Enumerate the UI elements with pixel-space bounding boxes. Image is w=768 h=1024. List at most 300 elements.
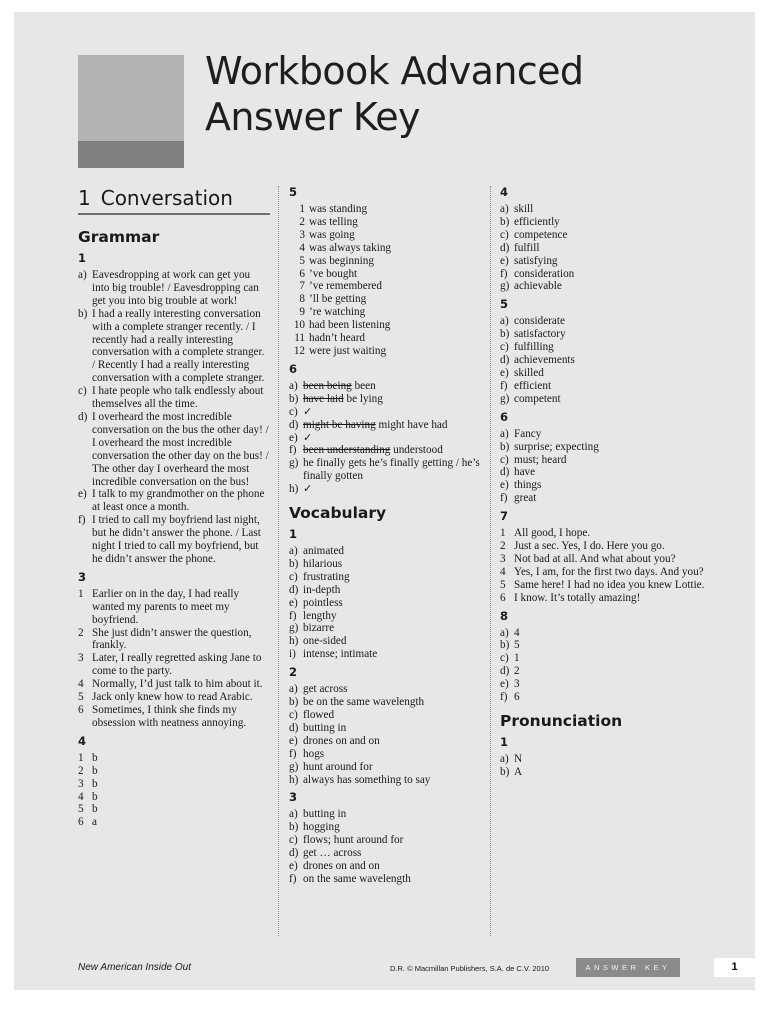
exercise-number: 1	[500, 735, 509, 749]
answer-item	[289, 748, 489, 761]
answer-item	[78, 803, 270, 816]
answer-text: hunt around for	[303, 760, 373, 773]
struck-answer: have laid	[303, 392, 344, 405]
answer-key: 7	[299, 280, 305, 293]
answer-key: 1	[78, 751, 84, 764]
answer-text-wrap	[514, 428, 541, 441]
answer-text: frustrating	[303, 570, 350, 583]
answer-item	[289, 293, 489, 306]
answer-text-wrap	[514, 492, 536, 505]
check-mark-icon: ✓	[303, 482, 313, 496]
answer-key: 6	[78, 704, 84, 716]
answer-list	[289, 683, 489, 786]
answer-key: a)	[78, 269, 87, 281]
answer-key: 5	[299, 254, 305, 267]
column-divider	[490, 186, 491, 936]
answer-text: I talk to my grandmother on the phone at least once a month.	[92, 488, 265, 514]
answer-key: 3	[78, 777, 84, 790]
answer-text-wrap	[309, 280, 382, 293]
answer-item	[289, 873, 489, 886]
answer-text: satisfying	[514, 254, 558, 267]
answer-key: 6	[500, 591, 506, 604]
answer-key: d)	[78, 410, 88, 423]
answer-text-wrap	[514, 216, 560, 229]
answer-key: 3	[299, 228, 305, 241]
answer-key: d)	[289, 721, 299, 734]
answer-item	[78, 678, 270, 691]
answer-text-wrap	[92, 691, 253, 704]
answer-item	[500, 393, 710, 406]
answer-item	[78, 752, 270, 765]
answer-key: 4	[78, 678, 84, 691]
answer-key: f)	[289, 747, 297, 760]
answer-key: g)	[500, 392, 510, 405]
answer-text-wrap	[303, 584, 340, 597]
answer-text: were just waiting	[309, 344, 387, 357]
answer-key: h)	[289, 773, 299, 786]
answer-key: a)	[500, 753, 509, 765]
answer-key: a)	[289, 683, 298, 696]
answer-key: b)	[289, 821, 299, 834]
answer-key: d)	[289, 583, 299, 596]
answer-text-wrap	[92, 678, 262, 691]
answer-text-wrap	[309, 345, 386, 358]
struck-answer: been understanding	[303, 444, 391, 457]
answer-key: 1	[500, 527, 506, 540]
answer-text-wrap	[514, 678, 520, 691]
answer-text-wrap	[514, 354, 575, 367]
unit-name: Conversation	[100, 186, 233, 210]
answer-text-wrap	[309, 255, 374, 268]
answer-item	[289, 280, 489, 293]
answer-text: been	[354, 379, 376, 392]
answer-text: flowed	[303, 709, 335, 721]
answer-item	[289, 847, 489, 860]
answer-key: f)	[289, 444, 297, 457]
answer-key: g)	[289, 457, 299, 470]
answer-text-wrap	[514, 454, 567, 467]
answer-text: hilarious	[303, 557, 343, 570]
answer-text-wrap	[303, 635, 347, 648]
answer-text-wrap	[514, 367, 544, 380]
answer-item	[500, 203, 710, 216]
answer-text: bizarre	[303, 622, 335, 635]
answer-item	[289, 635, 489, 648]
answer-text: get across	[303, 683, 348, 696]
exercise-number: 3	[78, 569, 87, 584]
answer-text-wrap	[514, 229, 567, 242]
answer-item	[289, 597, 489, 610]
answer-text-wrap	[514, 553, 676, 566]
struck-answer: been being	[303, 379, 352, 392]
answer-item	[78, 816, 270, 829]
answer-item	[289, 380, 489, 393]
exercise-number: 2	[289, 665, 298, 680]
exercise-number: 6	[500, 409, 509, 424]
answer-text-wrap	[92, 704, 270, 730]
answer-text: butting in	[303, 721, 347, 734]
answer-text: b	[92, 751, 98, 764]
answer-item	[500, 627, 710, 640]
answer-text: was going	[309, 228, 355, 241]
answer-text-wrap	[92, 269, 270, 308]
decorative-block-dark	[78, 141, 184, 168]
answer-key: 4	[78, 790, 84, 803]
answer-text: on the same wavelength	[303, 872, 411, 885]
answer-item	[289, 860, 489, 873]
answer-item	[500, 341, 710, 354]
answer-key: 2	[78, 764, 84, 777]
answer-item	[289, 242, 489, 255]
answer-item	[289, 696, 489, 709]
answer-text: b	[92, 764, 98, 777]
answer-item	[500, 540, 710, 553]
unit-number: 1	[78, 186, 91, 210]
answer-item	[78, 385, 270, 411]
answer-text-wrap	[303, 597, 343, 610]
answer-item	[78, 691, 270, 704]
answer-item	[289, 345, 489, 358]
answer-key: 1	[299, 203, 305, 215]
answer-key: 3	[78, 652, 84, 665]
answer-item	[289, 545, 489, 558]
answer-text-wrap	[514, 566, 704, 579]
answer-text: always has something to say	[303, 773, 431, 786]
answer-item	[289, 432, 489, 445]
answer-text: drones on and on	[303, 734, 380, 747]
answer-text-wrap	[514, 540, 665, 553]
answer-item	[500, 492, 710, 505]
answer-text-wrap	[92, 765, 98, 778]
answer-text-wrap	[514, 753, 522, 766]
answer-text-wrap	[303, 444, 443, 457]
answer-text-wrap	[303, 393, 383, 406]
answer-item	[289, 709, 489, 722]
answer-key: h)	[289, 483, 299, 496]
answer-key: c)	[500, 453, 509, 466]
answer-key: d)	[500, 354, 510, 367]
answer-text-wrap	[303, 648, 377, 661]
answer-key: b)	[78, 307, 88, 320]
answer-key: a)	[289, 545, 298, 558]
answer-item	[500, 592, 710, 605]
answer-key: f)	[289, 872, 297, 885]
answer-text-wrap	[309, 293, 366, 306]
answer-text: All good, I hope.	[514, 527, 591, 540]
answer-item	[500, 652, 710, 665]
answer-list	[500, 753, 710, 779]
answer-item	[289, 571, 489, 584]
answer-text-wrap	[303, 860, 380, 873]
answer-text: skilled	[514, 366, 544, 379]
answer-key: a)	[289, 379, 298, 392]
answer-key: 4	[500, 565, 506, 578]
answer-key: 11	[294, 332, 305, 345]
answer-item	[500, 441, 710, 454]
answer-key: 5	[500, 578, 506, 591]
answer-item	[78, 778, 270, 791]
answer-text: A	[514, 765, 523, 778]
answer-text-wrap	[303, 821, 340, 834]
answer-text-wrap	[92, 488, 270, 514]
answer-text-wrap	[303, 696, 424, 709]
section-heading-pronunciation: Pronunciation	[500, 712, 623, 730]
answer-text-wrap	[303, 432, 312, 445]
answer-key: e)	[289, 734, 298, 747]
answer-item	[289, 821, 489, 834]
answer-item	[500, 753, 710, 766]
footer-copyright: D.R. © Macmillan Publishers, S.A. de C.V. 2010	[390, 964, 550, 973]
answer-text: Fancy	[514, 427, 542, 440]
answer-key: e)	[500, 366, 509, 379]
answer-text-wrap	[514, 479, 541, 492]
answer-text: I tried to call my boyfriend last night, but he didn’t answer the phone. / Last night I tried to call my boyfriend, but he didn’t answer the phone.	[92, 514, 261, 565]
answer-text: drones on and on	[303, 860, 380, 873]
answer-text-wrap	[303, 774, 430, 787]
answer-key: c)	[289, 834, 298, 847]
answer-item	[289, 255, 489, 268]
answer-text-wrap	[309, 242, 391, 255]
answer-item	[500, 367, 710, 380]
answer-text-wrap	[303, 808, 346, 821]
answer-text: Yes, I am, for the first two days. And you?	[514, 565, 704, 578]
answer-item	[500, 553, 710, 566]
answer-text-wrap	[92, 652, 270, 678]
answer-key: 6	[78, 816, 84, 829]
answer-text: animated	[303, 545, 345, 558]
answer-item	[289, 419, 489, 432]
answer-key: 5	[78, 803, 84, 816]
footer-publication: New American Inside Out	[78, 962, 192, 973]
answer-item	[289, 584, 489, 597]
answer-key: d)	[500, 665, 510, 678]
answer-item	[289, 406, 489, 419]
answer-key: 12	[293, 344, 305, 357]
column-1	[78, 186, 270, 829]
answer-key: h)	[289, 635, 299, 648]
answer-text: in-depth	[303, 583, 341, 596]
column-3	[500, 186, 710, 779]
answer-text: b	[92, 803, 98, 816]
answer-key: f)	[78, 514, 86, 527]
answer-text: fulfilling	[514, 341, 554, 354]
answer-item	[500, 566, 710, 579]
title-line-2: Answer Key	[205, 95, 420, 139]
answer-item	[289, 216, 489, 229]
answer-text-wrap	[514, 441, 599, 454]
check-mark-icon: ✓	[303, 404, 313, 418]
answer-text-wrap	[303, 558, 342, 571]
answer-text-wrap	[514, 665, 520, 678]
answer-text-wrap	[303, 735, 380, 748]
answer-text: things	[514, 479, 542, 492]
answer-list	[78, 269, 270, 566]
answer-text: ’re watching	[309, 306, 366, 319]
answer-item	[289, 203, 489, 216]
answer-text: was beginning	[309, 254, 374, 267]
answer-text-wrap	[514, 393, 561, 406]
answer-key: 9	[299, 306, 305, 319]
answer-text: might have had	[378, 418, 448, 431]
answer-text-wrap	[514, 255, 558, 268]
answer-text: be on the same wavelength	[303, 696, 425, 709]
answer-text: Normally, I’d just talk to him about it.	[92, 678, 263, 691]
answer-item	[500, 766, 710, 779]
answer-key: 5	[78, 691, 84, 704]
answer-item	[500, 328, 710, 341]
answer-text-wrap	[514, 466, 535, 479]
answer-key: f)	[500, 492, 508, 505]
answer-item	[500, 315, 710, 328]
answer-item	[500, 428, 710, 441]
answer-list	[78, 588, 270, 730]
answer-key: e)	[289, 860, 298, 873]
answer-key: a)	[500, 626, 509, 639]
answer-key: c)	[500, 228, 509, 241]
answer-text-wrap	[309, 332, 365, 345]
answer-text: a	[92, 816, 97, 829]
answer-text: had been listening	[309, 319, 391, 332]
answer-list	[500, 527, 710, 604]
answer-key: b)	[500, 328, 510, 341]
answer-text: pointless	[303, 596, 343, 609]
answer-key: e)	[500, 479, 509, 492]
exercise-number: 3	[289, 790, 298, 805]
answer-text: achievable	[514, 280, 562, 293]
answer-key: b)	[500, 215, 510, 228]
answer-key: d)	[500, 241, 510, 254]
answer-item	[289, 319, 489, 332]
answer-key: 3	[500, 552, 506, 565]
answer-text: intense; intimate	[303, 648, 378, 661]
answer-item	[78, 791, 270, 804]
answer-text-wrap	[92, 791, 98, 804]
answer-key: 6	[299, 267, 305, 280]
answer-text-wrap	[514, 268, 574, 281]
answer-text: ’ve bought	[309, 267, 358, 280]
answer-text: considerate	[514, 315, 565, 328]
answer-key: b)	[500, 639, 510, 652]
column-divider	[278, 186, 279, 936]
answer-key: g)	[289, 760, 299, 773]
answer-text-wrap	[514, 639, 520, 652]
answer-item	[500, 527, 710, 540]
answer-text: 2	[514, 665, 520, 678]
answer-text-wrap	[303, 406, 312, 419]
answer-text-wrap	[303, 847, 361, 860]
answer-item	[78, 652, 270, 678]
answer-key: b)	[500, 440, 510, 453]
answer-item	[289, 457, 489, 483]
answer-text: great	[514, 492, 537, 505]
answer-item	[289, 683, 489, 696]
answer-text-wrap	[514, 242, 539, 255]
answer-list	[289, 380, 489, 496]
answer-item	[500, 242, 710, 255]
answer-text-wrap	[92, 803, 98, 816]
answer-item	[500, 280, 710, 293]
check-mark-icon: ✓	[303, 430, 313, 444]
answer-item	[78, 269, 270, 308]
answer-text: Sometimes, I think she finds my obsession with neatness annoying.	[92, 704, 247, 729]
answer-key: b)	[500, 765, 510, 778]
answer-text-wrap	[303, 571, 350, 584]
answer-key: 8	[299, 293, 305, 306]
answer-item	[500, 665, 710, 678]
answer-text: butting in	[303, 808, 347, 821]
answer-item	[500, 479, 710, 492]
answer-key: c)	[289, 709, 298, 721]
answer-item	[289, 648, 489, 661]
answer-text: efficiently	[514, 215, 560, 228]
answer-text-wrap	[303, 457, 489, 483]
answer-item	[289, 558, 489, 571]
unit-heading	[78, 186, 270, 215]
answer-text-wrap	[309, 203, 367, 216]
answer-item	[500, 255, 710, 268]
answer-item	[78, 308, 270, 385]
answer-text: he finally gets he’s finally getting / he’s finally gotten	[303, 457, 480, 483]
answer-key: b)	[289, 557, 299, 570]
answer-key: d)	[289, 847, 299, 860]
answer-item	[500, 454, 710, 467]
answer-text-wrap	[303, 709, 334, 722]
answer-key: 1	[78, 587, 84, 600]
answer-item	[78, 704, 270, 730]
answer-item	[289, 306, 489, 319]
answer-key: f)	[500, 379, 508, 392]
answer-item	[289, 393, 489, 406]
struck-answer: might be having	[303, 418, 376, 431]
answer-item	[78, 411, 270, 488]
answer-item	[289, 483, 489, 496]
answer-text-wrap	[303, 610, 337, 623]
answer-text: She just didn’t answer the question, frankly.	[92, 626, 252, 652]
title-line-1: Workbook Advanced	[205, 49, 584, 93]
answer-item	[289, 774, 489, 787]
answer-text: one-sided	[303, 635, 347, 648]
exercise-number: 6	[289, 361, 298, 376]
answer-text: 1	[514, 652, 520, 665]
answer-text-wrap	[303, 622, 334, 635]
answer-item	[289, 444, 489, 457]
answer-item	[78, 514, 270, 566]
answer-text-wrap	[92, 411, 270, 488]
answer-item	[289, 834, 489, 847]
answer-text: b	[92, 790, 98, 803]
answer-text-wrap	[92, 627, 270, 653]
answer-text: have	[514, 466, 536, 479]
answer-text-wrap	[303, 545, 344, 558]
answer-item	[78, 488, 270, 514]
answer-list	[289, 545, 489, 661]
answer-list	[500, 315, 710, 405]
answer-key: d)	[500, 466, 510, 479]
answer-text: achievements	[514, 354, 575, 367]
exercise-number: 8	[500, 608, 509, 623]
answer-text: was standing	[309, 203, 368, 215]
exercise-number: 4	[78, 733, 87, 748]
answer-text: was telling	[309, 215, 358, 228]
answer-key: a)	[289, 808, 298, 821]
exercise-number: 1	[289, 527, 298, 542]
answer-key: i)	[289, 648, 296, 661]
answer-item	[500, 466, 710, 479]
answer-text-wrap	[514, 527, 590, 540]
answer-text-wrap	[514, 766, 522, 779]
answer-item	[289, 622, 489, 635]
answer-item	[289, 610, 489, 623]
